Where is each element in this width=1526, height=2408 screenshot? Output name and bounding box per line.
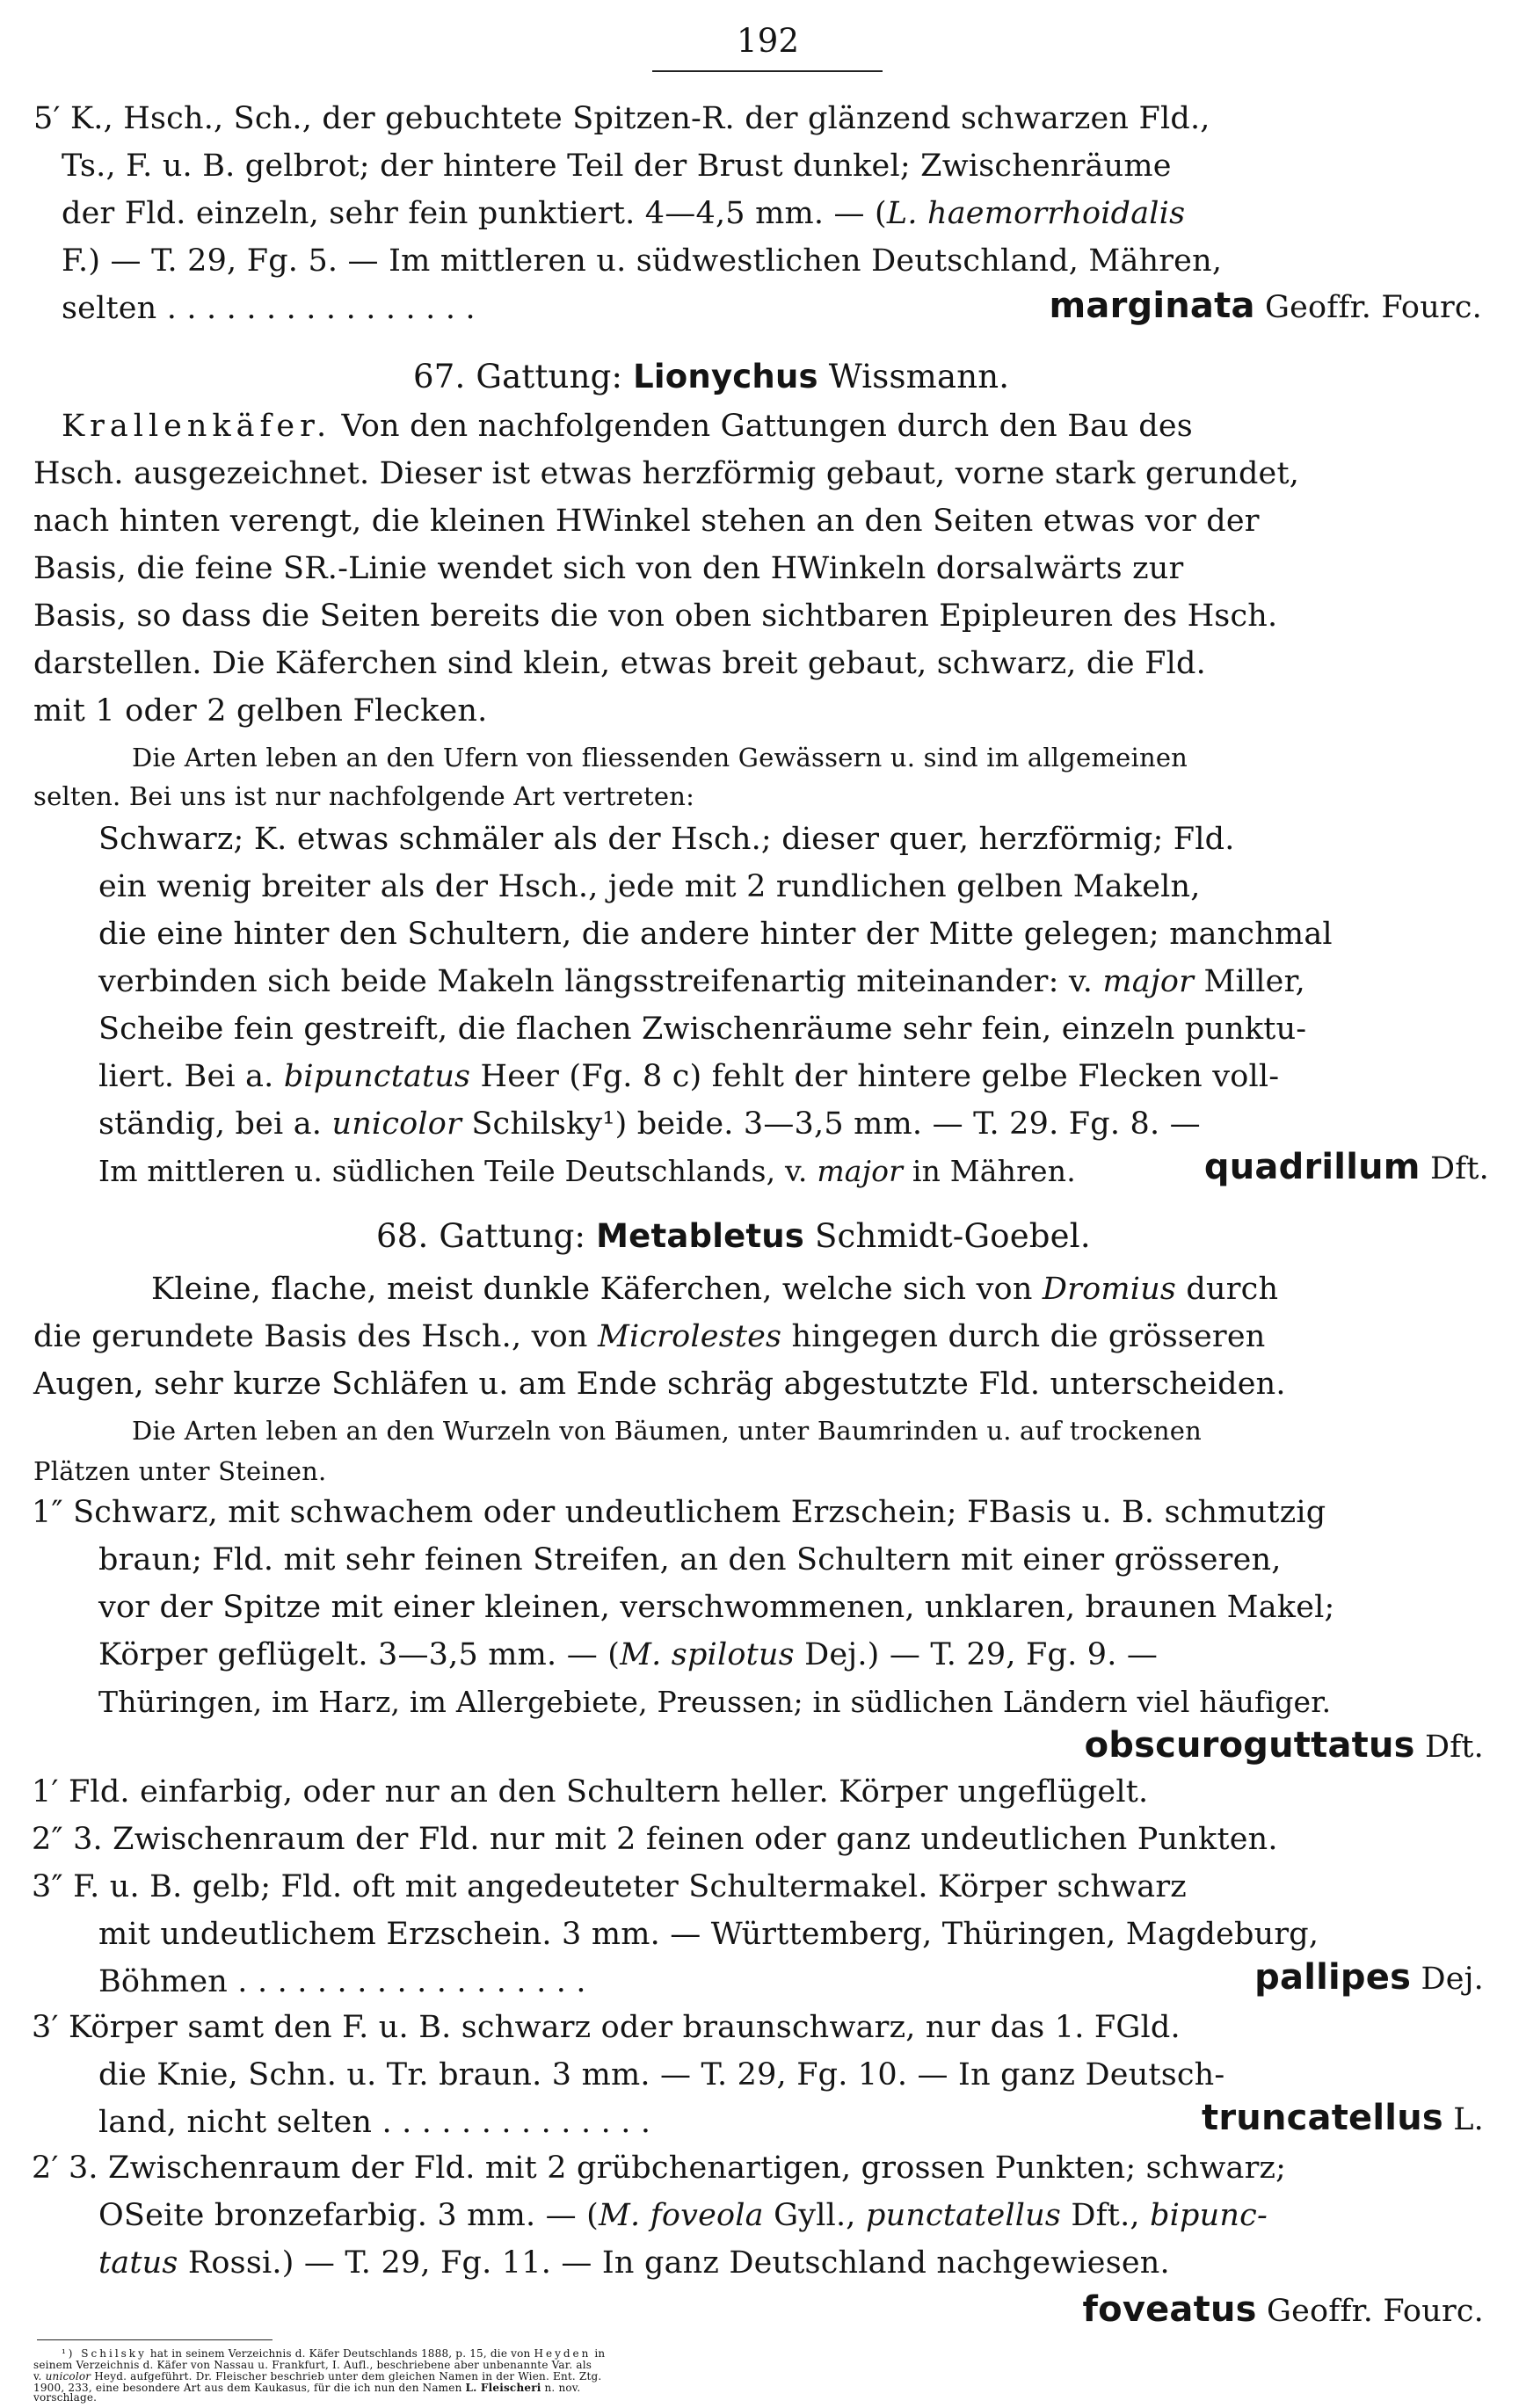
genus-67-desc-line2: ein wenig breiter als der Hsch., jede mit 2 rundlichen gelben Makeln,	[98, 869, 1201, 904]
key-2prime-line2: OSeite bronzefarbig. 3 mm. — (M. foveola Gyll., punctatellus Dft., bipunc-	[98, 2198, 1268, 2233]
key-3prime-species: truncatellus L.	[1202, 2098, 1484, 2138]
genus-67-desc-line3: die eine hinter den Schultern, die andere hinter der Mitte gelegen; manchmal	[98, 917, 1333, 952]
species-name-pallipes: pallipes	[1254, 1957, 1412, 1998]
key-1dprime-line3: vor der Spitze mit einer kleinen, verschwommenen, unklaren, braunen Makel;	[98, 1590, 1335, 1625]
key-1dprime-line4: Körper geflügelt. 3—3,5 mm. — (M. spilotus Dej.) — T. 29, Fg. 9. —	[98, 1637, 1159, 1672]
entry-5-line1: 5′ K., Hsch., Sch., der gebuchtete Spitzen-R. der glänzend schwarzen Fld.,	[33, 101, 1210, 136]
entry-5-line2: Ts., F. u. B. gelbrot; der hintere Teil der Brust dunkel; Zwischenräume	[62, 149, 1172, 184]
genus-name-lionychus: Lionychus	[633, 358, 818, 395]
genus-67-desc-line8: Im mittleren u. südlichen Teile Deutschlands, v. major in Mähren.	[98, 1154, 1076, 1188]
species-name-truncatellus: truncatellus	[1202, 2098, 1443, 2138]
genus-68-p1-line3: Augen, sehr kurze Schläfen u. am Ende schräg abgestutzte Fld. unterscheiden.	[33, 1367, 1286, 1402]
genus-67-p1-line5: Basis, so dass die Seiten bereits die von oben sichtbaren Epipleuren des Hsch.	[33, 598, 1278, 634]
genus-67-small-line1: Die Arten leben an den Ufern von fliessenden Gewässern u. sind im allgemeinen	[132, 743, 1188, 772]
key-3dprime-species: pallipes Dej.	[1254, 1957, 1484, 1998]
genus-67-p1-line2: Hsch. ausgezeichnet. Dieser ist etwas herzförmig gebaut, vorne stark gerundet,	[33, 456, 1300, 491]
page-number: 192	[737, 22, 800, 60]
entry-5-line5: selten . . . . . . . . . . . . . . . .	[62, 291, 476, 326]
genus-67-heading: 67. Gattung: Lionychus Wissmann.	[413, 358, 1010, 395]
key-3dprime-line2: mit undeutlichem Erzschein. 3 mm. — Württemberg, Thüringen, Magdeburg,	[98, 1917, 1319, 1952]
genus-67-small-line2: selten. Bei uns ist nur nachfolgende Art vertreten:	[33, 781, 695, 811]
key-3prime-line2: die Knie, Schn. u. Tr. braun. 3 mm. — T. 29, Fg. 10. — In ganz Deutsch-	[98, 2057, 1225, 2092]
genus-67-desc-line6: liert. Bei a. bipunctatus Heer (Fg. 8 c) fehlt der hintere gelbe Flecken voll-	[98, 1059, 1280, 1094]
key-3prime-line1: 3′ Körper samt den F. u. B. schwarz oder braunschwarz, nur das 1. FGld.	[32, 2010, 1181, 2045]
key-3dprime-line3: Böhmen . . . . . . . . . . . . . . . . . .	[98, 1964, 586, 1999]
footnote-line4: 1900, 233, eine besondere Art aus dem Kaukasus, für die ich nun den Namen L. Fleischeri n. nov.	[33, 2382, 581, 2394]
genus-68-small-line1: Die Arten leben an den Wurzeln von Bäumen, unter Baumrinden u. auf trockenen	[132, 1416, 1203, 1446]
key-2dprime: 2″ 3. Zwischenraum der Fld. nur mit 2 feinen oder ganz undeutlichen Punkten.	[32, 1822, 1278, 1857]
genus-name-metabletus: Metabletus	[596, 1217, 805, 1255]
genus-67-desc-line7: ständig, bei a. unicolor Schilsky¹) beide. 3—3,5 mm. — T. 29. Fg. 8. —	[98, 1106, 1201, 1142]
species-name-quadrillum: quadrillum	[1203, 1147, 1421, 1187]
footnote-line5: vorschlage.	[33, 2391, 98, 2404]
footnote-line2: seinem Verzeichnis d. Käfer von Nassau u. Frankfurt, I. Aufl., beschriebene aber unbenannte Var. als	[33, 2359, 592, 2371]
genus-67-p1-line3: nach hinten verengt, die kleinen HWinkel stehen an den Seiten etwas vor der	[33, 504, 1260, 539]
genus-67-desc-line5: Scheibe fein gestreift, die flachen Zwischenräume sehr fein, einzeln punktu-	[98, 1012, 1307, 1047]
key-1dprime-line5: Thüringen, im Harz, im Allergebiete, Preussen; in südlichen Ländern viel häufiger.	[98, 1685, 1332, 1719]
key-3dprime-line1: 3″ F. u. B. gelb; Fld. oft mit angedeuteter Schultermakel. Körper schwarz	[32, 1869, 1187, 1904]
page-number-rule	[652, 70, 883, 72]
key-1prime: 1′ Fld. einfarbig, oder nur an den Schultern heller. Körper ungeflügelt.	[32, 1774, 1149, 1810]
footnote-line1: ¹) Schilsky hat in seinem Verzeichnis d. Käfer Deutschlands 1888, p. 15, die von Heyden in	[62, 2347, 606, 2360]
entry-5-line3: der Fld. einzeln, sehr fein punktiert. 4—4,5 mm. — (L. haemorrhoidalis	[62, 196, 1186, 231]
genus-67-p1-line4: Basis, die feine SR.-Linie wendet sich von den HWinkeln dorsalwärts zur	[33, 551, 1184, 586]
genus-68-p1-line2: die gerundete Basis des Hsch., von Microlestes hingegen durch die grösseren	[33, 1319, 1266, 1354]
species-name-obscuroguttatus: obscuroguttatus	[1084, 1725, 1415, 1766]
entry-5-species: marginata Geoffr. Fourc.	[1049, 286, 1482, 326]
species-name-foveatus: foveatus	[1082, 2289, 1257, 2330]
genus-67-p1-line1: Krallenkäfer. Von den nachfolgenden Gattungen durch den Bau des	[62, 409, 1193, 444]
genus-68-heading: 68. Gattung: Metabletus Schmidt-Goebel.	[376, 1217, 1091, 1255]
genus-67-desc-line4: verbinden sich beide Makeln längsstreifenartig miteinander: v. major Miller,	[98, 964, 1305, 999]
entry-5-line4: F.) — T. 29, Fg. 5. — Im mittleren u. südwestlichen Deutschland, Mähren,	[62, 243, 1223, 279]
genus-67-p1-line6: darstellen. Die Käferchen sind klein, etwas breit gebaut, schwarz, die Fld.	[33, 646, 1206, 681]
genus-67-desc-line1: Schwarz; K. etwas schmäler als der Hsch.; dieser quer, herzförmig; Fld.	[98, 822, 1235, 857]
genus-68-p1-line1: Kleine, flache, meist dunkle Käferchen, welche sich von Dromius durch	[151, 1272, 1279, 1307]
genus-67-p1-line7: mit 1 oder 2 gelben Flecken.	[33, 693, 488, 729]
genus-68-small-line2: Plätzen unter Steinen.	[33, 1456, 327, 1486]
key-1dprime-line1: 1″ Schwarz, mit schwachem oder undeutlichem Erzschein; FBasis u. B. schmutzig	[32, 1495, 1326, 1530]
key-1dprime-line2: braun; Fld. mit sehr feinen Streifen, an den Schultern mit einer grösseren,	[98, 1542, 1282, 1578]
species-name-marginata: marginata	[1049, 286, 1255, 326]
footnote-line3: v. unicolor Heyd. aufgeführt. Dr. Fleischer beschrieb unter dem gleichen Namen in der Wien. Ent. Ztg.	[33, 2370, 602, 2383]
key-2prime-line1: 2′ 3. Zwischenraum der Fld. mit 2 grübchenartigen, grossen Punkten; schwarz;	[32, 2151, 1287, 2186]
key-3prime-line3: land, nicht selten . . . . . . . . . . . . . .	[98, 2105, 651, 2140]
genus-67-species: quadrillum Dft.	[1203, 1147, 1489, 1187]
footnote-rule	[37, 2339, 272, 2340]
key-2prime-line3: tatus Rossi.) — T. 29, Fg. 11. — In ganz Deutschland nachgewiesen.	[98, 2245, 1170, 2281]
key-1dprime-species: obscuroguttatus Dft.	[1084, 1725, 1484, 1766]
key-2prime-species: foveatus Geoffr. Fourc.	[1082, 2289, 1484, 2330]
